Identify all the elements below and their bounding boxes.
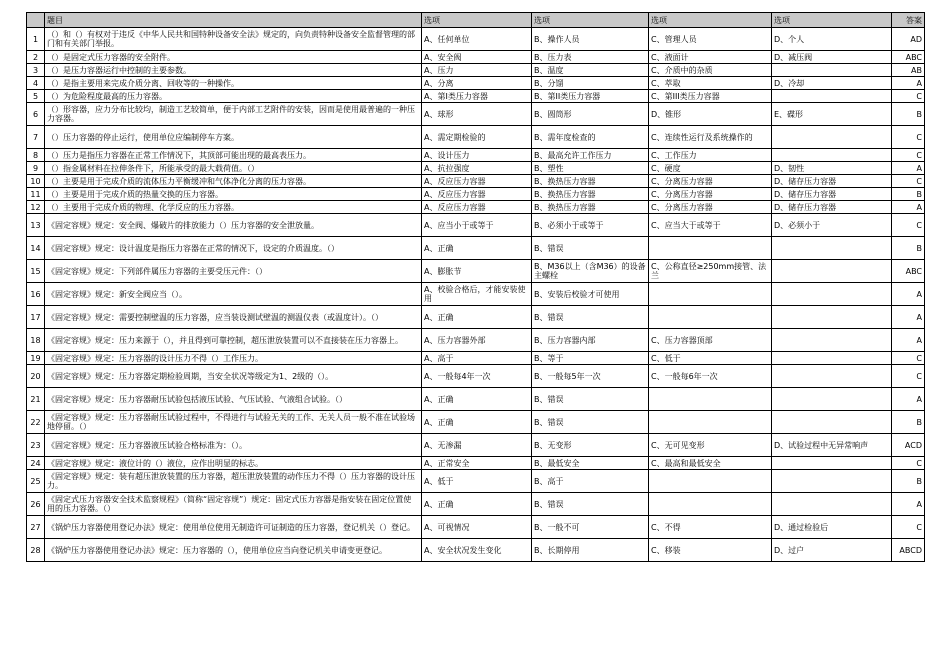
table-row xyxy=(27,388,925,411)
answer-cell: C xyxy=(892,214,925,237)
answer-cell: C xyxy=(892,90,925,103)
option-d-cell xyxy=(772,388,892,411)
row-number: 20 xyxy=(27,365,45,388)
table-row xyxy=(27,434,925,457)
question-cell: （）和（）有权对于违反《中华人民共和国特种设备安全法》规定的，向负责特种设备安全监督管理的部门和有关部门举报。 xyxy=(45,28,422,51)
row-number: 19 xyxy=(27,352,45,365)
table-row xyxy=(27,51,925,64)
table-row xyxy=(27,28,925,51)
answer-cell: B xyxy=(892,470,925,493)
header-option-d: 选项 xyxy=(772,13,892,28)
row-number: 26 xyxy=(27,493,45,516)
question-cell: （）压力是指压力容器在正常工作情况下，其顶部可能出现的最高表压力。 xyxy=(45,149,422,162)
option-b-cell: B、温度 xyxy=(532,64,649,77)
option-c-cell xyxy=(649,388,772,411)
option-b-cell: B、高于 xyxy=(532,470,649,493)
option-a-cell: A、反应压力容器 xyxy=(422,188,532,201)
option-d-cell xyxy=(772,352,892,365)
option-d-cell: D、过户 xyxy=(772,539,892,562)
question-cell: （）压力容器的停止运行，使用单位应编制停车方案。 xyxy=(45,126,422,149)
row-number: 14 xyxy=(27,237,45,260)
row-number: 3 xyxy=(27,64,45,77)
table-row xyxy=(27,64,925,77)
option-c-cell: C、工作压力 xyxy=(649,149,772,162)
question-cell: 《固定容规》规定：设计温度是指压力容器在正常的情况下，设定的介质温度。（） xyxy=(45,237,422,260)
row-number: 22 xyxy=(27,411,45,434)
row-number: 23 xyxy=(27,434,45,457)
answer-cell: AB xyxy=(892,64,925,77)
option-b-cell: B、安装后校验才可使用 xyxy=(532,283,649,306)
option-a-cell: A、正确 xyxy=(422,388,532,411)
table-row xyxy=(27,493,925,516)
question-cell: 《固定容规》规定：压力容器定期检验周期，当安全状况等级定为1、2级的（）。 xyxy=(45,365,422,388)
answer-cell: B xyxy=(892,188,925,201)
option-d-cell: D、必须小于 xyxy=(772,214,892,237)
question-cell: 《固定容规》规定：压力来源于（），并且得到可靠控制，超压泄放装置可以不直接装在压力容器上。 xyxy=(45,329,422,352)
option-a-cell: A、分离 xyxy=(422,77,532,90)
question-cell: （）是压力容器运行中控制的主要参数。 xyxy=(45,64,422,77)
option-b-cell: B、操作人员 xyxy=(532,28,649,51)
option-d-cell: D、个人 xyxy=(772,28,892,51)
table-row xyxy=(27,306,925,329)
option-c-cell xyxy=(649,306,772,329)
option-c-cell: C、压力容器顶部 xyxy=(649,329,772,352)
question-cell: 《锅炉压力容器使用登记办法》规定：压力容器的（），使用单位应当向登记机关申请变更登记。 xyxy=(45,539,422,562)
answer-cell: ACD xyxy=(892,434,925,457)
table-row xyxy=(27,329,925,352)
header-answer: 答案 xyxy=(892,13,925,28)
option-a-cell: A、正确 xyxy=(422,306,532,329)
table-row xyxy=(27,470,925,493)
option-b-cell: B、错误 xyxy=(532,411,649,434)
answer-cell: ABC xyxy=(892,260,925,283)
answer-cell: A xyxy=(892,329,925,352)
option-c-cell: C、萃取 xyxy=(649,77,772,90)
option-a-cell: A、校验合格后，才能安装使用 xyxy=(422,283,532,306)
option-b-cell: B、错误 xyxy=(532,493,649,516)
table-row xyxy=(27,149,925,162)
table-row xyxy=(27,411,925,434)
question-cell: （）主要用于完成介质的物理、化学反应的压力容器。 xyxy=(45,201,422,214)
option-d-cell: D、储存压力容器 xyxy=(772,175,892,188)
option-d-cell xyxy=(772,306,892,329)
option-c-cell: C、硬度 xyxy=(649,162,772,175)
row-number: 27 xyxy=(27,516,45,539)
option-a-cell: A、一般每4年一次 xyxy=(422,365,532,388)
option-d-cell xyxy=(772,237,892,260)
row-number: 17 xyxy=(27,306,45,329)
option-b-cell: B、一般不可 xyxy=(532,516,649,539)
option-a-cell: A、正常安全 xyxy=(422,457,532,470)
option-c-cell xyxy=(649,237,772,260)
option-d-cell xyxy=(772,470,892,493)
option-b-cell: B、需年度检查的 xyxy=(532,126,649,149)
option-b-cell: B、换热压力容器 xyxy=(532,175,649,188)
question-cell: 《固定容规》规定：压力容器液压试验合格标准为：（）。 xyxy=(45,434,422,457)
option-d-cell xyxy=(772,411,892,434)
answer-cell: A xyxy=(892,201,925,214)
answer-cell: AD xyxy=(892,28,925,51)
option-b-cell: B、最低安全 xyxy=(532,457,649,470)
option-a-cell: A、安全状况发生变化 xyxy=(422,539,532,562)
row-number: 21 xyxy=(27,388,45,411)
option-c-cell: C、第III类压力容器 xyxy=(649,90,772,103)
option-a-cell: A、应当小于或等于 xyxy=(422,214,532,237)
answer-cell: B xyxy=(892,237,925,260)
option-d-cell xyxy=(772,457,892,470)
row-number: 9 xyxy=(27,162,45,175)
option-a-cell: A、第I类压力容器 xyxy=(422,90,532,103)
answer-cell: C xyxy=(892,457,925,470)
option-a-cell: A、反应压力容器 xyxy=(422,175,532,188)
answer-cell: A xyxy=(892,388,925,411)
option-a-cell: A、安全阀 xyxy=(422,51,532,64)
option-b-cell: B、分馏 xyxy=(532,77,649,90)
answer-cell: C xyxy=(892,149,925,162)
question-cell: 《固定容规》规定：装有超压泄放装置的压力容器，超压泄放装置的动作压力不得（）压力容器的设计压力。 xyxy=(45,470,422,493)
option-b-cell: B、一般每5年一次 xyxy=(532,365,649,388)
table-body xyxy=(27,28,925,562)
question-cell: 《固定容规》规定：压力容器耐压试验包括液压试验、气压试验、气液组合试验。（） xyxy=(45,388,422,411)
table-row xyxy=(27,457,925,470)
option-a-cell: A、高于 xyxy=(422,352,532,365)
option-a-cell: A、低于 xyxy=(422,470,532,493)
table-row xyxy=(27,365,925,388)
option-b-cell: B、第II类压力容器 xyxy=(532,90,649,103)
row-number: 8 xyxy=(27,149,45,162)
question-cell: （）为危险程度最高的压力容器。 xyxy=(45,90,422,103)
question-cell: （）指金属材料在拉伸条件下，所能承受的最大载荷值。（） xyxy=(45,162,422,175)
option-d-cell xyxy=(772,126,892,149)
row-number: 28 xyxy=(27,539,45,562)
question-cell: （）形容器，应力分布比较均，制造工艺较简单，便于内部工艺附件的安装，因而是使用最普遍的一种压力容器。 xyxy=(45,103,422,126)
option-a-cell: A、反应压力容器 xyxy=(422,201,532,214)
option-c-cell: C、连续性运行及系统操作的 xyxy=(649,126,772,149)
answer-cell: A xyxy=(892,77,925,90)
question-cell: 《固定容规》规定：压力容器耐压试验过程中，不得进行与试验无关的工作、无关人员一般不准在试验场地停留。（） xyxy=(45,411,422,434)
question-cell: 《固定容规》规定：压力容器的设计压力不得（）工作压力。 xyxy=(45,352,422,365)
question-sheet xyxy=(26,12,924,562)
table-row xyxy=(27,283,925,306)
row-number: 18 xyxy=(27,329,45,352)
option-a-cell: A、需定期检验的 xyxy=(422,126,532,149)
answer-cell: ABC xyxy=(892,51,925,64)
table-row xyxy=(27,539,925,562)
row-number: 13 xyxy=(27,214,45,237)
option-d-cell: D、韧性 xyxy=(772,162,892,175)
option-b-cell: B、无变形 xyxy=(532,434,649,457)
option-d-cell xyxy=(772,365,892,388)
option-c-cell xyxy=(649,493,772,516)
question-cell: 《固定容规》规定：下列部件属压力容器的主要受压元件：（） xyxy=(45,260,422,283)
option-d-cell xyxy=(772,149,892,162)
option-d-cell xyxy=(772,90,892,103)
option-d-cell xyxy=(772,64,892,77)
table-row xyxy=(27,352,925,365)
question-cell: （）主要是用于完成介质的流体压力平衡缓冲和气体净化分离的压力容器。 xyxy=(45,175,422,188)
option-a-cell: A、设计压力 xyxy=(422,149,532,162)
option-c-cell: C、低于 xyxy=(649,352,772,365)
row-number: 16 xyxy=(27,283,45,306)
option-b-cell: B、塑性 xyxy=(532,162,649,175)
option-d-cell: D、冷却 xyxy=(772,77,892,90)
option-b-cell: B、M36以上（含M36）的设备主螺栓 xyxy=(532,260,649,283)
option-c-cell: C、公称直径≥250mm接管、法兰 xyxy=(649,260,772,283)
option-a-cell: A、无渗漏 xyxy=(422,434,532,457)
option-a-cell: A、压力 xyxy=(422,64,532,77)
option-c-cell: C、无可见变形 xyxy=(649,434,772,457)
question-cell: （）是固定式压力容器的安全附件。 xyxy=(45,51,422,64)
answer-cell: C xyxy=(892,365,925,388)
question-cell: 《固定容规》规定：安全阀、爆破片的排放能力（）压力容器的安全泄放量。 xyxy=(45,214,422,237)
question-table xyxy=(26,12,925,562)
option-b-cell: B、压力表 xyxy=(532,51,649,64)
option-c-cell xyxy=(649,411,772,434)
option-b-cell: B、错误 xyxy=(532,237,649,260)
row-number: 4 xyxy=(27,77,45,90)
table-row xyxy=(27,162,925,175)
table-row xyxy=(27,516,925,539)
option-d-cell: D、储存压力容器 xyxy=(772,188,892,201)
row-number: 5 xyxy=(27,90,45,103)
table-row xyxy=(27,260,925,283)
question-cell: （）是指主要用来完成介质分离、回收等的一种操作。 xyxy=(45,77,422,90)
answer-cell: B xyxy=(892,411,925,434)
table-row xyxy=(27,214,925,237)
question-cell: 《固定容规》规定：液位计的（）液位，应作出明显的标志。 xyxy=(45,457,422,470)
row-number: 6 xyxy=(27,103,45,126)
option-c-cell: C、移装 xyxy=(649,539,772,562)
row-number: 11 xyxy=(27,188,45,201)
answer-cell: A xyxy=(892,283,925,306)
header-question: 题目 xyxy=(45,13,422,28)
table-row xyxy=(27,237,925,260)
option-b-cell: B、压力容器内部 xyxy=(532,329,649,352)
option-a-cell: A、正确 xyxy=(422,411,532,434)
option-c-cell: C、分离压力容器 xyxy=(649,175,772,188)
row-number: 1 xyxy=(27,28,45,51)
row-number: 24 xyxy=(27,457,45,470)
row-number: 10 xyxy=(27,175,45,188)
answer-cell: ABCD xyxy=(892,539,925,562)
option-d-cell xyxy=(772,283,892,306)
option-b-cell: B、必须小于或等于 xyxy=(532,214,649,237)
option-d-cell xyxy=(772,493,892,516)
option-c-cell: C、不得 xyxy=(649,516,772,539)
option-c-cell: C、分离压力容器 xyxy=(649,188,772,201)
option-c-cell: C、介质中的杂质 xyxy=(649,64,772,77)
option-d-cell: D、减压阀 xyxy=(772,51,892,64)
answer-cell: A xyxy=(892,306,925,329)
question-cell: 《锅炉压力容器使用登记办法》规定：使用单位使用无制造许可证制造的压力容器，登记机关（）登记。 xyxy=(45,516,422,539)
option-b-cell: B、最高允许工作压力 xyxy=(532,149,649,162)
table-row xyxy=(27,77,925,90)
table-row xyxy=(27,188,925,201)
row-number: 15 xyxy=(27,260,45,283)
option-c-cell xyxy=(649,470,772,493)
option-a-cell: A、球形 xyxy=(422,103,532,126)
option-a-cell: A、任何单位 xyxy=(422,28,532,51)
option-c-cell xyxy=(649,283,772,306)
option-d-cell: D、储存压力容器 xyxy=(772,201,892,214)
option-d-cell: D、通过检验后 xyxy=(772,516,892,539)
option-b-cell: B、错误 xyxy=(532,306,649,329)
option-a-cell: A、压力容器外部 xyxy=(422,329,532,352)
answer-cell: C xyxy=(892,126,925,149)
option-a-cell: A、正确 xyxy=(422,493,532,516)
option-a-cell: A、抗拉强度 xyxy=(422,162,532,175)
question-cell: （）主要是用于完成介质的热量交换的压力容器。 xyxy=(45,188,422,201)
table-row xyxy=(27,175,925,188)
answer-cell: B xyxy=(892,103,925,126)
option-a-cell: A、可视情况 xyxy=(422,516,532,539)
question-cell: 《固定容规》规定：新安全阀应当（）。 xyxy=(45,283,422,306)
option-c-cell: C、应当大于或等于 xyxy=(649,214,772,237)
option-b-cell: B、长期停用 xyxy=(532,539,649,562)
header-option-b: 选项 xyxy=(532,13,649,28)
row-number: 2 xyxy=(27,51,45,64)
option-b-cell: B、换热压力容器 xyxy=(532,201,649,214)
header-option-a: 选项 xyxy=(422,13,532,28)
option-d-cell xyxy=(772,329,892,352)
header-option-c: 选项 xyxy=(649,13,772,28)
header-row xyxy=(27,13,925,28)
table-row xyxy=(27,201,925,214)
question-cell: 《固定容规》规定：需要控制壁温的压力容器，应当装设测试壁温的测温仪表（或温度计）。（） xyxy=(45,306,422,329)
option-d-cell: D、试验过程中无异常响声 xyxy=(772,434,892,457)
option-c-cell: C、管理人员 xyxy=(649,28,772,51)
option-b-cell: B、圆筒形 xyxy=(532,103,649,126)
option-b-cell: B、错误 xyxy=(532,388,649,411)
answer-cell: C xyxy=(892,352,925,365)
answer-cell: A xyxy=(892,493,925,516)
option-b-cell: B、换热压力容器 xyxy=(532,188,649,201)
option-c-cell: C、一般每6年一次 xyxy=(649,365,772,388)
row-number: 7 xyxy=(27,126,45,149)
option-a-cell: A、膨胀节 xyxy=(422,260,532,283)
option-c-cell: C、最高和最低安全 xyxy=(649,457,772,470)
option-b-cell: B、等于 xyxy=(532,352,649,365)
table-row xyxy=(27,90,925,103)
answer-cell: C xyxy=(892,175,925,188)
header-number xyxy=(27,13,45,28)
option-a-cell: A、正确 xyxy=(422,237,532,260)
option-d-cell: E、碟形 xyxy=(772,103,892,126)
table-row xyxy=(27,126,925,149)
row-number: 25 xyxy=(27,470,45,493)
row-number: 12 xyxy=(27,201,45,214)
answer-cell: A xyxy=(892,162,925,175)
table-row xyxy=(27,103,925,126)
option-c-cell: C、液面计 xyxy=(649,51,772,64)
option-c-cell: D、锥形 xyxy=(649,103,772,126)
answer-cell: C xyxy=(892,516,925,539)
option-c-cell: C、分离压力容器 xyxy=(649,201,772,214)
question-cell: 《固定式压力容器安全技术监察规程》（简称“固定容规”）规定：固定式压力容器是指安装在固定位置使用的压力容器。（） xyxy=(45,493,422,516)
option-d-cell xyxy=(772,260,892,283)
